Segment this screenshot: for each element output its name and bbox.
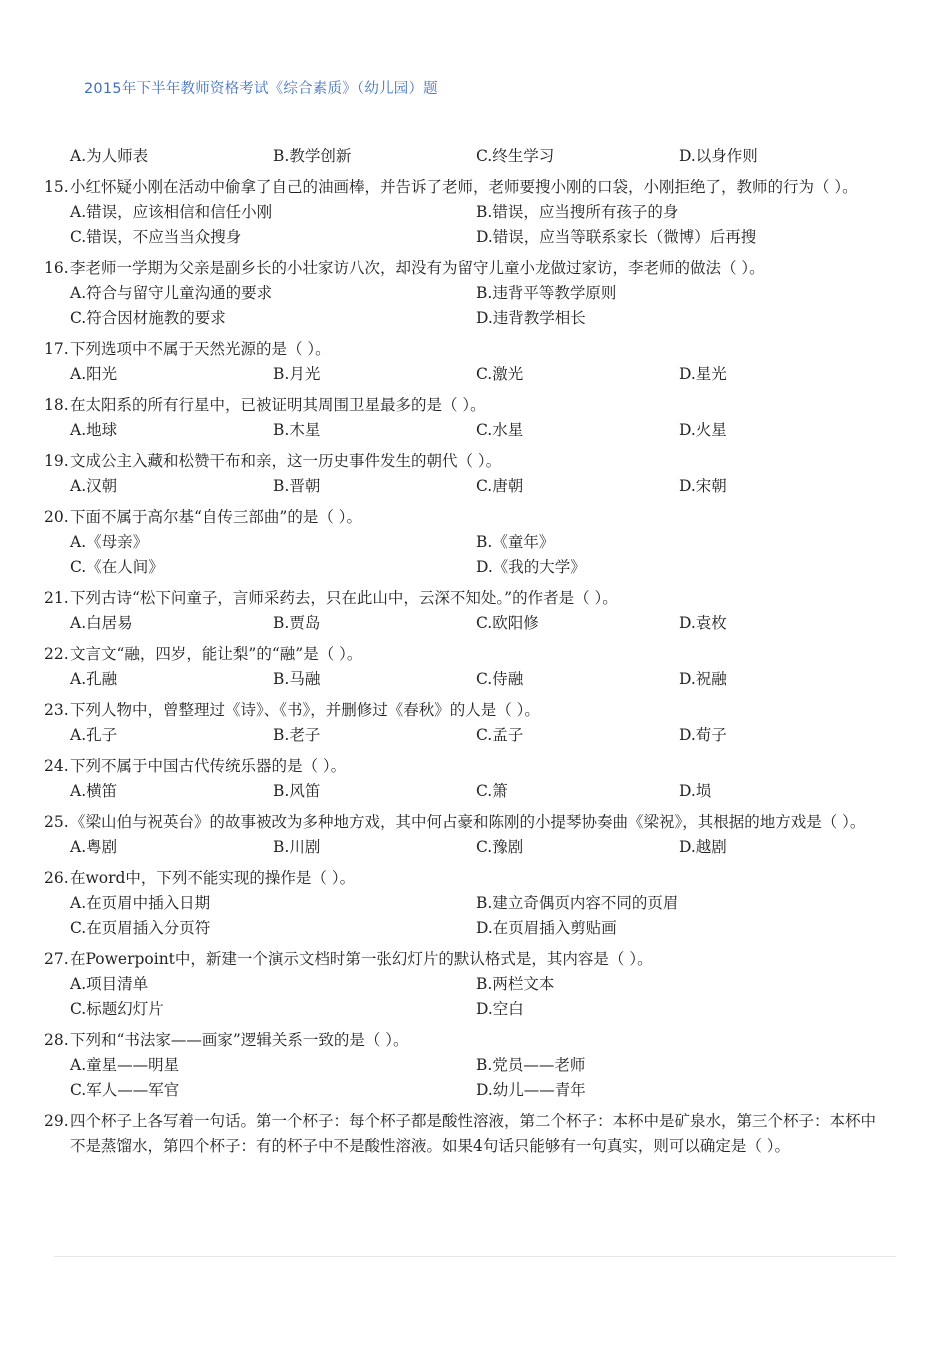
question-options bbox=[44, 200, 884, 250]
question-number: 16. bbox=[44, 259, 69, 277]
question-number: 22. bbox=[44, 645, 69, 663]
option-d: D.宋朝 bbox=[679, 477, 727, 495]
options-row bbox=[70, 418, 884, 443]
option-a: A.童星——明星 bbox=[70, 1056, 180, 1074]
question-number: 19. bbox=[44, 452, 69, 470]
options-row bbox=[70, 281, 884, 306]
option-b: B.违背平等教学原则 bbox=[476, 284, 617, 302]
question-stem bbox=[44, 1028, 884, 1053]
option-b: B.教学创新 bbox=[273, 147, 352, 165]
option-c: C.激光 bbox=[476, 365, 524, 383]
option-a: A.汉朝 bbox=[70, 477, 118, 495]
option-a: A.白居易 bbox=[70, 614, 133, 632]
option-a: A.地球 bbox=[70, 421, 118, 439]
option-d: D.错误，应当等联系家长（微博）后再搜 bbox=[476, 228, 757, 246]
options-row bbox=[70, 306, 884, 331]
option-a: A.符合与留守儿童沟通的要求 bbox=[70, 284, 273, 302]
question-stem bbox=[44, 175, 884, 200]
question-options bbox=[44, 362, 884, 387]
page-divider bbox=[54, 1256, 896, 1257]
option-b: B.月光 bbox=[273, 365, 321, 383]
question-number: 17. bbox=[44, 340, 69, 358]
option-a: A.横笛 bbox=[70, 782, 118, 800]
options-row bbox=[70, 779, 884, 804]
question-text: 下列古诗“松下问童子，言师采药去，只在此山中，云深不知处。”的作者是（ ）。 bbox=[70, 589, 618, 607]
options-row bbox=[70, 891, 884, 916]
question-number: 15. bbox=[44, 178, 69, 196]
option-d: D.幼儿——青年 bbox=[476, 1081, 586, 1099]
options-row bbox=[70, 723, 884, 748]
options-row bbox=[70, 362, 884, 387]
options-row bbox=[70, 530, 884, 555]
options-row bbox=[70, 611, 884, 636]
option-a: A.错误，应该相信和信任小刚 bbox=[70, 203, 273, 221]
option-c: C.箫 bbox=[476, 782, 508, 800]
option-c: C.标题幻灯片 bbox=[70, 1000, 164, 1018]
question-number: 26. bbox=[44, 869, 69, 887]
question-options bbox=[44, 418, 884, 443]
options-row bbox=[70, 835, 884, 860]
option-b: B.马融 bbox=[273, 670, 321, 688]
option-a: A.孔融 bbox=[70, 670, 118, 688]
options-row bbox=[70, 1053, 884, 1078]
question-number: 21. bbox=[44, 589, 69, 607]
option-d: D.埙 bbox=[679, 782, 712, 800]
option-b: B.老子 bbox=[273, 726, 321, 744]
question-text: 四个杯子上各写着一句话。第一个杯子：每个杯子都是酸性溶液，第二个杯子：本杯中是矿泉水，第三个杯子：本杯中不是蒸馏水，第四个杯子：有的杯子中不是酸性溶液。如果4句话只能够有一句真实，则可以确定是（ ）。 bbox=[70, 1112, 877, 1155]
option-b: B.建立奇偶页内容不同的页眉 bbox=[476, 894, 679, 912]
question-options bbox=[44, 281, 884, 331]
option-c: C.欧阳修 bbox=[476, 614, 539, 632]
option-c: C.错误，不应当当众搜身 bbox=[70, 228, 242, 246]
option-d: D.祝融 bbox=[679, 670, 727, 688]
options-row bbox=[70, 200, 884, 225]
question-text: 李老师一学期为父亲是副乡长的小壮家访八次，却没有为留守儿童小龙做过家访，李老师的做法（ ）。 bbox=[70, 259, 765, 277]
question-text: 在Powerpoint中，新建一个演示文档时第一张幻灯片的默认格式是，其内容是（ ）。 bbox=[70, 950, 653, 968]
option-a: A.在页眉中插入日期 bbox=[70, 894, 211, 912]
question-number: 29. bbox=[44, 1112, 69, 1130]
option-a: A.项目清单 bbox=[70, 975, 149, 993]
options-row bbox=[70, 555, 884, 580]
option-c: C.《在人间》 bbox=[70, 558, 164, 576]
option-c: C.终生学习 bbox=[476, 147, 555, 165]
question-text: 下列不属于中国古代传统乐器的是（ ）。 bbox=[70, 757, 347, 775]
options-row bbox=[70, 225, 884, 250]
option-b: B.木星 bbox=[273, 421, 321, 439]
option-b: B.川剧 bbox=[273, 838, 321, 856]
option-c: C.孟子 bbox=[476, 726, 524, 744]
question-text: 下列人物中，曾整理过《诗》、《书》，并删修过《春秋》的人是（ ）。 bbox=[70, 701, 540, 719]
question-stem bbox=[44, 810, 884, 835]
option-b: B.两栏文本 bbox=[476, 975, 555, 993]
question-stem bbox=[44, 449, 884, 474]
document-header-title: 2015年下半年教师资格考试《综合素质》（幼儿园）题 bbox=[84, 81, 438, 97]
question-stem bbox=[44, 642, 884, 667]
option-b: B.贾岛 bbox=[273, 614, 321, 632]
question-stem bbox=[44, 754, 884, 779]
option-b: B.《童年》 bbox=[476, 533, 555, 551]
question-stem bbox=[44, 256, 884, 281]
question-number: 18. bbox=[44, 396, 69, 414]
question-stem bbox=[44, 1109, 884, 1159]
question-stem bbox=[44, 586, 884, 611]
question-number: 28. bbox=[44, 1031, 69, 1049]
question-text: 下面不属于高尔基“自传三部曲”的是（ ）。 bbox=[70, 508, 363, 526]
option-d: D.空白 bbox=[476, 1000, 524, 1018]
question-options bbox=[44, 891, 884, 941]
question-stem bbox=[44, 337, 884, 362]
option-d: D.《我的大学》 bbox=[476, 558, 586, 576]
question-stem bbox=[44, 947, 884, 972]
option-b: B.风笛 bbox=[273, 782, 321, 800]
question-stem bbox=[44, 393, 884, 418]
option-c: C.豫剧 bbox=[476, 838, 524, 856]
question-list bbox=[44, 144, 884, 1159]
option-d: D.星光 bbox=[679, 365, 727, 383]
question-text: 下列和“书法家——画家”逻辑关系一致的是（ ）。 bbox=[70, 1031, 409, 1049]
question-options bbox=[44, 835, 884, 860]
question-number: 27. bbox=[44, 950, 69, 968]
options-row bbox=[70, 144, 884, 169]
option-c: C.符合因材施教的要求 bbox=[70, 309, 226, 327]
question-stem bbox=[44, 866, 884, 891]
option-d: D.违背教学相长 bbox=[476, 309, 586, 327]
questions-container bbox=[44, 175, 884, 1159]
option-c: C.在页眉插入分页符 bbox=[70, 919, 211, 937]
option-a: A.为人师表 bbox=[70, 147, 149, 165]
options-row bbox=[70, 997, 884, 1022]
question-text: 在太阳系的所有行星中，已被证明其周围卫星最多的是（ ）。 bbox=[70, 396, 486, 414]
options-row bbox=[70, 1078, 884, 1103]
option-a: A.阳光 bbox=[70, 365, 118, 383]
option-b: B.错误，应当搜所有孩子的身 bbox=[476, 203, 679, 221]
options-row bbox=[70, 667, 884, 692]
question-options bbox=[44, 972, 884, 1022]
question-number: 20. bbox=[44, 508, 69, 526]
options-row bbox=[70, 474, 884, 499]
option-a: A.《母亲》 bbox=[70, 533, 149, 551]
question-options bbox=[44, 723, 884, 748]
question-number: 23. bbox=[44, 701, 69, 719]
question-options bbox=[44, 667, 884, 692]
option-c: C.侍融 bbox=[476, 670, 524, 688]
question-options bbox=[44, 474, 884, 499]
option-a: A.孔子 bbox=[70, 726, 118, 744]
option-c: C.水星 bbox=[476, 421, 524, 439]
option-c: C.唐朝 bbox=[476, 477, 524, 495]
question-number: 25. bbox=[44, 813, 69, 831]
options-row bbox=[70, 972, 884, 997]
option-a: A.粤剧 bbox=[70, 838, 118, 856]
question-number: 24. bbox=[44, 757, 69, 775]
question-text: 文言文“融，四岁，能让梨”的“融”是（ ）。 bbox=[70, 645, 363, 663]
question-14-options bbox=[44, 144, 884, 169]
option-b: B.党员——老师 bbox=[476, 1056, 586, 1074]
option-c: C.军人——军官 bbox=[70, 1081, 180, 1099]
question-text: 小红怀疑小刚在活动中偷拿了自己的油画棒，并告诉了老师，老师要搜小刚的口袋，小刚拒绝了，教师的行为（ ）。 bbox=[70, 178, 858, 196]
question-options bbox=[44, 1053, 884, 1103]
question-options bbox=[44, 530, 884, 580]
option-d: D.荀子 bbox=[679, 726, 727, 744]
question-options bbox=[44, 779, 884, 804]
options-row bbox=[70, 916, 884, 941]
question-text: 《梁山伯与祝英台》的故事被改为多种地方戏，其中何占豪和陈刚的小提琴协奏曲《梁祝》，其根据的地方戏是（ ）。 bbox=[70, 813, 866, 831]
question-stem bbox=[44, 505, 884, 530]
question-stem bbox=[44, 698, 884, 723]
question-text: 下列选项中不属于天然光源的是（ ）。 bbox=[70, 340, 331, 358]
option-d: D.以身作则 bbox=[679, 147, 758, 165]
option-d: D.在页眉插入剪贴画 bbox=[476, 919, 617, 937]
question-text: 文成公主入藏和松赞干布和亲，这一历史事件发生的朝代（ ）。 bbox=[70, 452, 502, 470]
option-d: D.袁枚 bbox=[679, 614, 727, 632]
option-b: B.晋朝 bbox=[273, 477, 321, 495]
question-options bbox=[44, 611, 884, 636]
option-d: D.火星 bbox=[679, 421, 727, 439]
option-d: D.越剧 bbox=[679, 838, 727, 856]
question-text: 在word中，下列不能实现的操作是（ ）。 bbox=[70, 869, 356, 887]
